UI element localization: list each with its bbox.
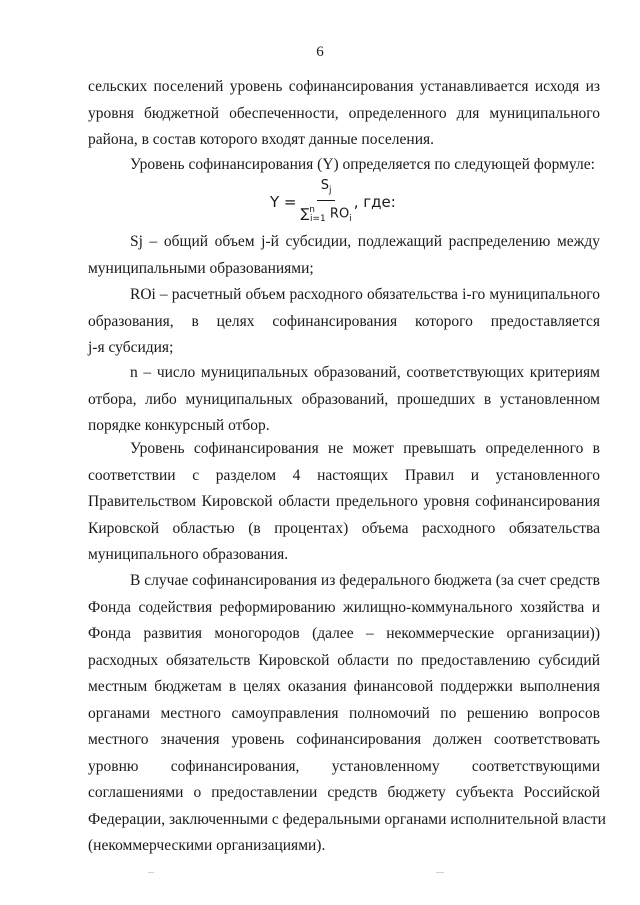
text-line: порядке конкурсный отбор. (88, 417, 270, 434)
formula (270, 178, 396, 227)
paragraph-4 (88, 282, 600, 362)
formula-numerator: $S_j$ (317, 178, 336, 201)
text-line: местным бюджетам в целях оказания финансовой поддержки выполнения (88, 678, 600, 695)
text-line: уровня бюджетной обеспеченности, определенного для муниципального (88, 104, 600, 122)
formula-fraction (301, 178, 352, 227)
text-line: Sj – общий объем j-й субсидии, подлежащий распределению между (130, 233, 600, 250)
text-line: соглашениями о предоставлении средств бюджету субъекта Российской (88, 784, 600, 801)
text-line: j-я субсидия; (88, 339, 174, 356)
paragraph-7 (88, 568, 606, 860)
paragraph-6 (88, 436, 600, 569)
formula-suffix: , где: (353, 193, 396, 212)
formula-denominator: ∑$^n_{i=1}$ $RO_i$ (300, 204, 352, 224)
text-line: отбора, либо муниципальных образований, прошедших в установленном (88, 390, 600, 408)
paragraph-1 (88, 74, 600, 154)
text-line: образования, в целях софинансирования которого предоставляется (88, 312, 600, 330)
text-line: (некоммерческими организациями). (88, 837, 326, 854)
text-line: n – число муниципальных образований, соответствующих критериям (130, 364, 600, 381)
text-line: ROi – расчетный объем расходного обязательства i-го муниципального (130, 286, 600, 303)
text-line: Уровень софинансирования не может превышать определенного в (130, 440, 600, 457)
text-line: органами местного самоуправления полномочий по решению вопросов (88, 704, 600, 722)
page-number: 6 (316, 44, 324, 60)
footer-mark-right: .... (436, 866, 444, 875)
paragraph-5 (88, 360, 600, 440)
text-line: муниципальными образованиями; (88, 259, 314, 277)
text-line: Кировской областью (в процентах) объема расходного обязательства (88, 519, 600, 537)
formula-lhs: Y = (270, 193, 297, 212)
text-line: Уровень софинансирования (Y) определяется по следующей формуле: (130, 156, 595, 173)
text-line: Фонда содействия реформированию жилищно-коммунального хозяйства и (88, 598, 600, 616)
text-line: местного значения уровень софинансирования должен соответствовать (88, 731, 600, 748)
text-line: Правительством Кировской области предельного уровня софинансирования (88, 493, 600, 510)
text-line: Федерации, заключенными с федеральными органами исполнительной власти (88, 810, 606, 828)
text-line: сельских поселений уровень софинансирования устанавливается исходя из (88, 78, 600, 95)
text-line: соответствии с разделом 4 настоящих Правил и установленного (88, 466, 600, 484)
footer-mark-left: ... (148, 866, 154, 875)
paragraph-2 (88, 152, 600, 179)
text-line: уровню софинансирования, установленному соответствующими (88, 757, 600, 775)
text-line: расходных обязательств Кировской области по предоставлению субсидий (88, 651, 600, 669)
paragraph-3 (88, 229, 600, 282)
text-line: муниципального образования. (88, 546, 289, 563)
text-line: В случае софинансирования из федерального бюджета (за счет средств (130, 572, 600, 589)
text-line: района, в состав которого входят данные поселения. (88, 131, 434, 148)
text-line: Фонда развития моногородов (далее – некоммерческие организации)) (88, 625, 600, 642)
